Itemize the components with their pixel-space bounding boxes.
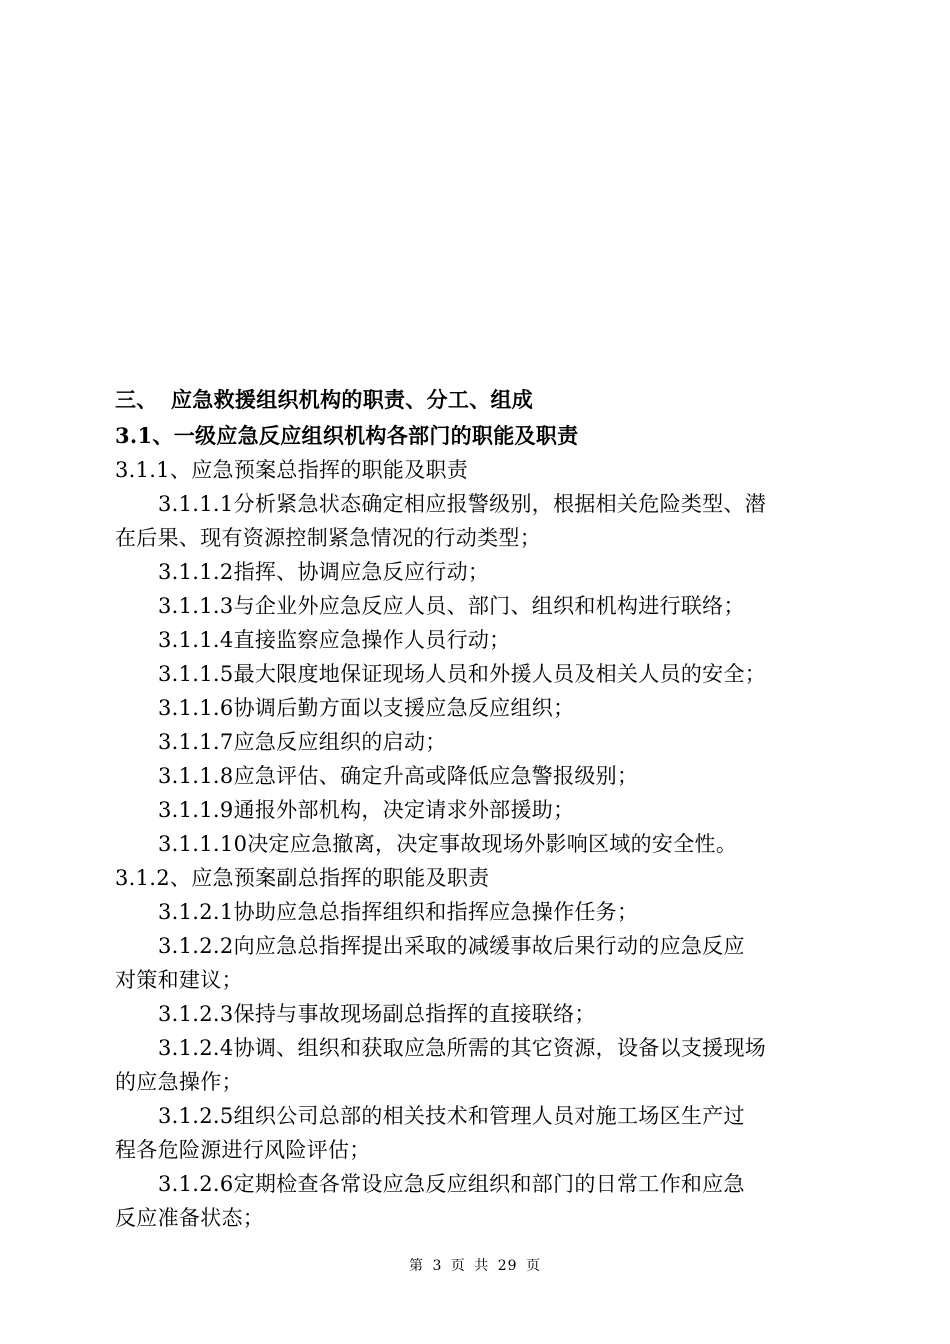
chief-item: 3.1.1.2指挥、协调应急反应行动； (158, 560, 490, 584)
section-title: 应急救援组织机构的职责、分工、组成 (171, 387, 534, 412)
page-footer: 第 3 页 共 29 页 (409, 1258, 541, 1274)
chief-item: 3.1.1.3与企业外应急反应人员、部门、组织和机构进行联络； (158, 594, 745, 618)
deputy-item: 3.1.2.5组织公司总部的相关技术和管理人员对施工场区生产过 (158, 1104, 745, 1128)
chief-item: 3.1.1.10决定应急撤离，决定事故现场外影响区域的安全性。 (158, 832, 738, 856)
deputy-item-continuation: 对策和建议； (115, 968, 243, 992)
deputy-item: 3.1.2.6定期检查各常设应急反应组织和部门的日常工作和应急 (158, 1172, 745, 1196)
section-number: 三、 (115, 387, 158, 412)
chief-item: 3.1.1.7应急反应组织的启动； (158, 730, 447, 754)
chief-item: 3.1.1.5最大限度地保证现场人员和外援人员及相关人员的安全； (158, 662, 767, 686)
deputy-item: 3.1.2.3保持与事故现场副总指挥的直接联络； (158, 1002, 596, 1026)
deputy-heading: 3.1.2、应急预案副总指挥的职能及职责 (115, 866, 490, 890)
deputy-item: 3.1.2.4协调、组织和获取应急所需的其它资源，设备以支援现场 (158, 1036, 767, 1060)
document-body (115, 381, 815, 1235)
chief-item: 3.1.1.8应急评估、确定升高或降低应急警报级别； (158, 764, 639, 788)
chief-item: 3.1.1.9通报外部机构，决定请求外部援助； (158, 798, 575, 822)
deputy-item: 3.1.2.1协助应急总指挥组织和指挥应急操作任务； (158, 900, 639, 924)
deputy-item-continuation: 程各危险源进行风险评估； (115, 1138, 371, 1162)
deputy-item: 3.1.2.2向应急总指挥提出采取的减缓事故后果行动的应急反应 (158, 934, 745, 958)
subsection-heading: 3.1、一级应急反应组织机构各部门的职能及职责 (115, 423, 579, 448)
chief-item: 3.1.1.6协调后勤方面以支援应急反应组织； (158, 696, 575, 720)
chief-item: 3.1.1.4直接监察应急操作人员行动； (158, 628, 511, 652)
chief-item-continuation: 在后果、现有资源控制紧急情况的行动类型； (115, 526, 541, 550)
chief-heading: 3.1.1、应急预案总指挥的职能及职责 (115, 458, 469, 482)
chief-item: 3.1.1.1分析紧急状态确定相应报警级别，根据相关危险类型、潜 (158, 492, 767, 516)
deputy-item-continuation: 的应急操作； (115, 1070, 243, 1094)
deputy-item-continuation: 反应准备状态； (115, 1206, 265, 1230)
section-heading (115, 383, 815, 417)
